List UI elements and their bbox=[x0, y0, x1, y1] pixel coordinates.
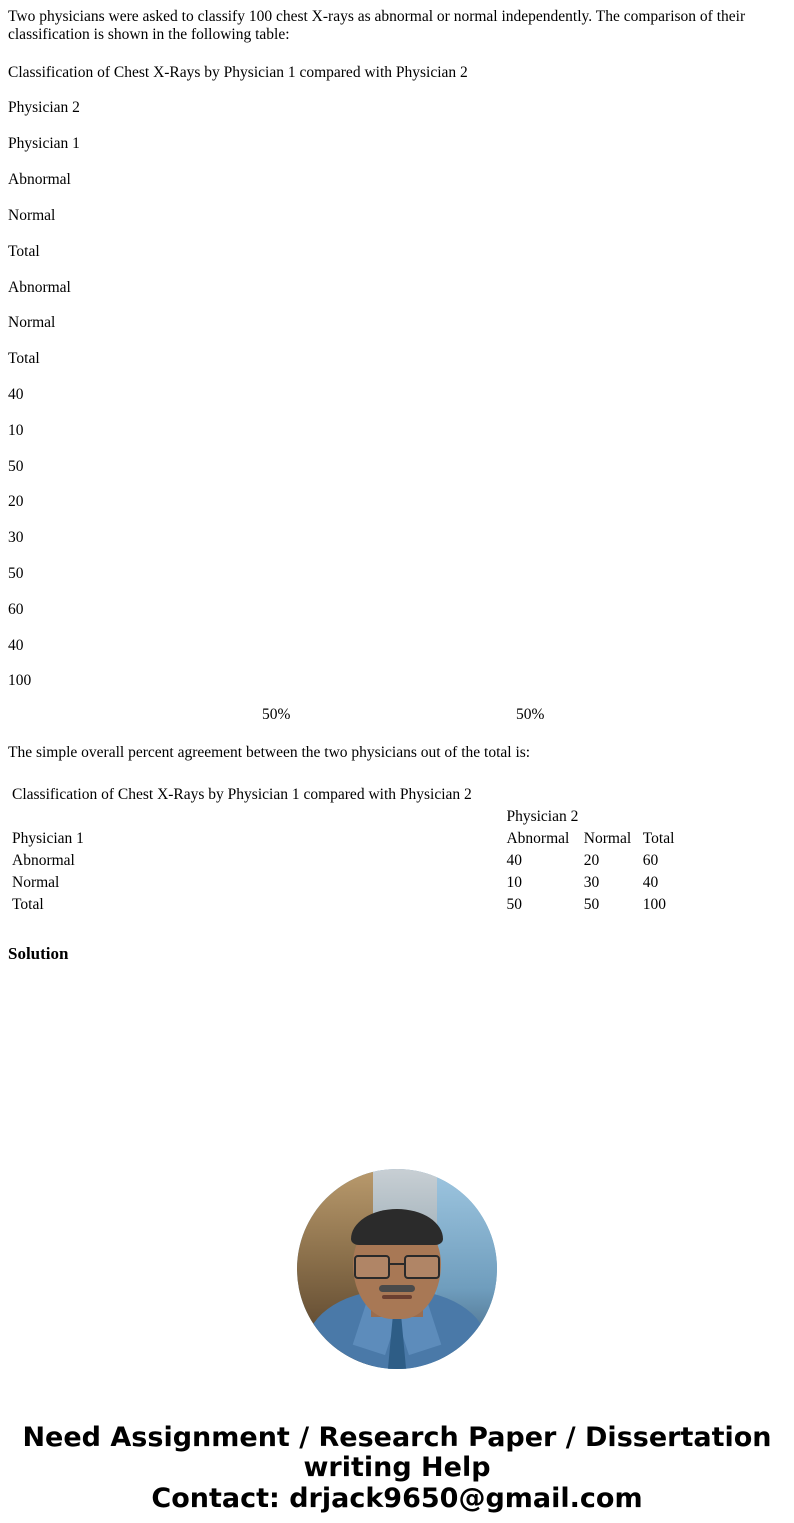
crosstab-group-header-row bbox=[8, 806, 708, 828]
cell-total-normal: 50 bbox=[583, 896, 600, 914]
cell-total-abnormal: 50 bbox=[506, 896, 522, 914]
advert-line-1: Need Assignment / Research Paper / Dissertation bbox=[22, 1422, 772, 1454]
flow-value-20: 20 bbox=[8, 493, 24, 511]
flow-value-50b: 50 bbox=[8, 565, 24, 582]
table-row bbox=[8, 850, 708, 872]
cell-normal-abnormal: 10 bbox=[506, 874, 522, 892]
glasses-icon bbox=[354, 1255, 440, 1275]
crosstab-col-total: Total bbox=[642, 830, 675, 848]
percent-marker-row bbox=[0, 706, 794, 732]
crosstab-col-abnormal: Abnormal bbox=[506, 830, 570, 848]
flow-line-row-total: Total bbox=[8, 350, 40, 368]
row-label-abnormal: Abnormal bbox=[12, 852, 75, 870]
flow-line-row-normal: Normal bbox=[8, 314, 56, 332]
photo-mustache bbox=[379, 1285, 415, 1292]
flow-line-col-abnormal: Abnormal bbox=[8, 171, 71, 189]
flow-value-60: 60 bbox=[8, 600, 24, 618]
photo-lens-left bbox=[354, 1255, 390, 1279]
photo-lens-right bbox=[404, 1255, 440, 1279]
flow-line-col-normal: Normal bbox=[8, 206, 56, 224]
percent-marker-left: 50% bbox=[262, 706, 291, 724]
crosstab-header-row bbox=[8, 828, 708, 850]
cell-normal-normal: 30 bbox=[583, 874, 600, 892]
intro-paragraph: Two physicians were asked to classify 100 chest X-rays as abnormal or normal independently. The comparison of their classification is shown in the following table: bbox=[8, 8, 746, 43]
table-row bbox=[8, 872, 708, 894]
table-row bbox=[8, 894, 708, 916]
flow-value-40b: 40 bbox=[8, 636, 24, 654]
advertisement-block bbox=[0, 1423, 794, 1514]
flow-line-col-total: Total bbox=[8, 242, 40, 260]
crosstab-caption-row bbox=[8, 784, 708, 806]
portrait-photo-container bbox=[0, 1169, 794, 1369]
flow-value-100: 100 bbox=[8, 672, 32, 690]
cell-abnormal-normal: 20 bbox=[583, 852, 600, 870]
cell-normal-total: 40 bbox=[642, 874, 659, 892]
crosstab-table bbox=[8, 784, 708, 916]
flow-value-50a: 50 bbox=[8, 457, 24, 475]
cell-abnormal-total: 60 bbox=[642, 852, 659, 870]
row-label-total: Total bbox=[12, 896, 44, 914]
crosstab-col-group-header: Physician 2 bbox=[506, 808, 579, 826]
cell-abnormal-abnormal: 40 bbox=[506, 852, 522, 870]
flow-value-40a: 40 bbox=[8, 385, 24, 403]
cell-total-total: 100 bbox=[642, 896, 667, 914]
advert-line-2: writing Help bbox=[303, 1452, 491, 1484]
agreement-statement: The simple overall percent agreement between the two physicians out of the total is: bbox=[8, 744, 531, 762]
flow-line-row-abnormal: Abnormal bbox=[8, 278, 71, 296]
flow-line-physician-1: Physician 1 bbox=[8, 135, 80, 153]
portrait-photo bbox=[297, 1169, 497, 1369]
flow-value-10: 10 bbox=[8, 421, 24, 439]
row-label-normal: Normal bbox=[12, 874, 60, 892]
percent-marker-right: 50% bbox=[516, 706, 545, 724]
advert-line-3: Contact: drjack9650@gmail.com bbox=[151, 1482, 643, 1514]
crosstab-row-header: Physician 1 bbox=[12, 830, 84, 848]
crosstab-col-normal: Normal bbox=[583, 830, 632, 848]
table-caption-text: Classification of Chest X-Rays by Physician 1 compared with Physician 2 bbox=[8, 63, 468, 81]
flow-value-30: 30 bbox=[8, 529, 24, 547]
crosstab-caption: Classification of Chest X-Rays by Physician 1 compared with Physician 2 bbox=[12, 786, 472, 804]
flow-line-physician-2: Physician 2 bbox=[8, 99, 80, 117]
photo-mouth bbox=[382, 1295, 412, 1299]
crosstab-group-spacer bbox=[8, 806, 502, 828]
solution-heading: Solution bbox=[8, 944, 69, 964]
